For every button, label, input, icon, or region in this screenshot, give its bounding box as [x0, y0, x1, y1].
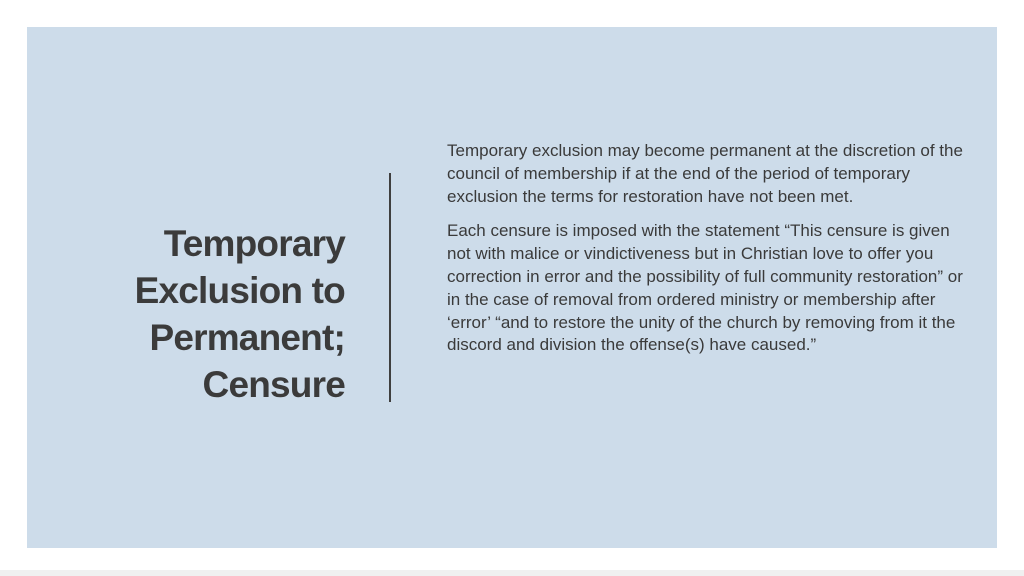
slide: [27, 27, 997, 548]
title-line-1: Temporary: [163, 223, 345, 264]
title-line-3: Permanent;: [149, 317, 345, 358]
paragraph-1: Temporary exclusion may become permanent at the discretion of the council of membership if at the end of the period of temporary exclusion the terms for restoration have not been met.: [447, 141, 963, 206]
title-line-4: Censure: [202, 364, 345, 405]
title-line-2: Exclusion to: [134, 270, 345, 311]
bottom-strip: [0, 570, 1024, 576]
paragraph-2: Each censure is imposed with the statement “This censure is given not with malice or vindictiveness but in Christian love to offer you correction in error and the possibility of full community restoration” or in the case of removal from ordered ministry or membership after ‘error’ “and to restore the unity of the church by removing from it the discord and division the offense(s) have caused.”: [447, 221, 963, 355]
vertical-divider: [389, 173, 391, 402]
slide-title: [45, 220, 345, 408]
slide-body: [447, 140, 967, 369]
